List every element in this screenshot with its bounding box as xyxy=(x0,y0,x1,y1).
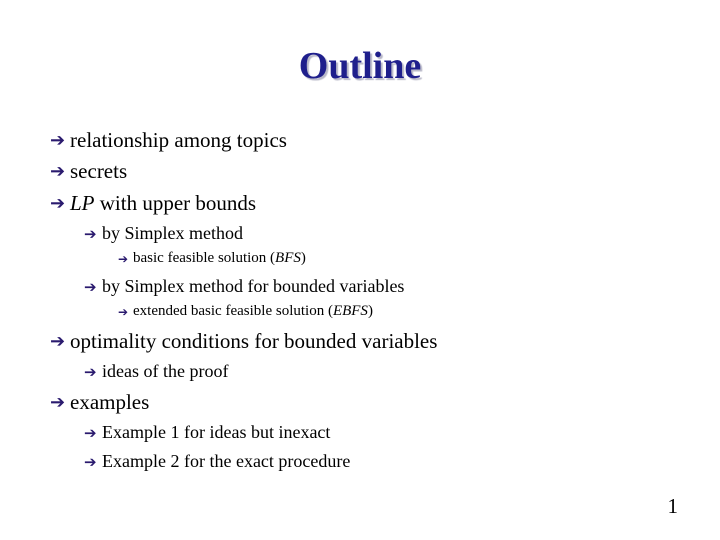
arrow-right-icon: ➔ xyxy=(84,227,97,243)
bullet-item xyxy=(50,329,438,354)
arrow-right-icon: ➔ xyxy=(118,305,129,319)
bullet-text: Example 1 for ideas but inexact xyxy=(102,422,331,442)
bullet-text: examples xyxy=(70,390,150,414)
bullet-text: secrets xyxy=(70,159,128,183)
bullet-text: Example 2 for the exact procedure xyxy=(102,451,351,471)
bullet-item xyxy=(118,303,373,320)
arrow-right-icon: ➔ xyxy=(50,331,66,351)
arrow-right-icon: ➔ xyxy=(84,365,97,381)
bullet-text: by Simplex method for bounded variables xyxy=(102,276,405,296)
bullet-text-italic: BFS xyxy=(275,250,301,266)
bullet-text-italic: EBFS xyxy=(332,303,368,319)
bullet-item xyxy=(50,390,150,415)
bullet-item xyxy=(84,276,405,297)
bullet-text: ideas of the proof xyxy=(102,361,229,381)
arrow-right-icon: ➔ xyxy=(50,161,66,181)
bullet-text-suffix: ) xyxy=(367,303,373,319)
page-number: 1 xyxy=(667,494,678,518)
bullet-item xyxy=(84,361,229,382)
bullet-text: basic feasible solution ( xyxy=(133,250,276,266)
arrow-right-icon: ➔ xyxy=(50,392,66,412)
bullet-item xyxy=(118,250,306,267)
bullet-text: with upper bounds xyxy=(94,191,257,215)
bullet-item xyxy=(50,159,128,184)
slide-title: Outline xyxy=(298,45,422,87)
arrow-right-icon: ➔ xyxy=(118,252,129,266)
arrow-right-icon: ➔ xyxy=(50,130,66,150)
arrow-right-icon: ➔ xyxy=(84,280,97,296)
bullet-text: extended basic feasible solution ( xyxy=(133,303,333,319)
arrow-right-icon: ➔ xyxy=(84,426,97,442)
bullet-item xyxy=(84,422,331,443)
bullet-item xyxy=(84,223,243,244)
bullet-text-suffix: ) xyxy=(300,250,306,266)
arrow-right-icon: ➔ xyxy=(50,193,66,213)
arrow-right-icon: ➔ xyxy=(84,455,97,471)
bullet-item xyxy=(50,128,287,153)
bullet-text: relationship among topics xyxy=(70,128,287,152)
bullet-text: by Simplex method xyxy=(102,223,243,243)
bullet-text: optimality conditions for bounded variables xyxy=(70,329,438,353)
bullet-item xyxy=(84,451,351,472)
bullet-text-italic: LP xyxy=(70,191,95,215)
bullet-item xyxy=(50,191,257,216)
